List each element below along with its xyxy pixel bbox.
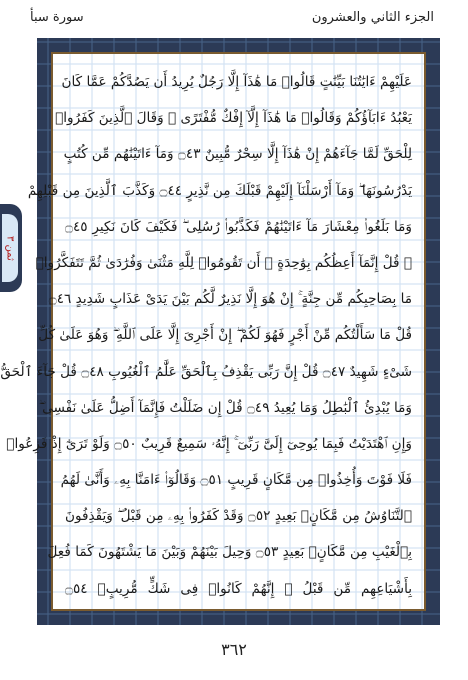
text-line: ۞ قُلْ إِنَّمَآ أَعِظُكُم بِوَٰحِدَةٍ ۖ أَن تَقُومُوا۟ لِلَّهِ مَثْنَىٰ وَفُرَٰدَىٰ ثُمَّ تَتَفَكَّرُوا۟ (35, 254, 412, 271)
text-line: لِلْحَقِّ لَمَّا جَآءَهُمْ إِنْ هَٰذَآ إِلَّا سِحْرٌ مُّبِينٌ ۝٤٣ وَمَآ ءَاتَيْنَٰهُم مِّن كُتُبٍ (63, 146, 412, 163)
text-line: قُلْ مَا سَأَلْتُكُم مِّنْ أَجْرٍ فَهُوَ لَكُمْ ۖ إِنْ أَجْرِىَ إِلَّا عَلَى ٱللَّهِ ۖ وَهُوَ عَلَىٰ كُلِّ (38, 327, 412, 344)
page-number: ٣٦٢ (221, 640, 247, 659)
text-line: يَدْرُسُونَهَا ۖ وَمَآ أَرْسَلْنَآ إِلَيْهِمْ قَبْلَكَ مِن نَّذِيرٍ ۝٤٤ وَكَذَّبَ ٱلَّذِينَ مِن قَبْلِهِمْ (27, 182, 412, 199)
text-line: عَلَيْهِمْ ءَايَٰتُنَا بَيِّنَٰتٍ قَالُوا۟ مَا هَٰذَآ إِلَّا رَجُلٌ يُرِيدُ أَن يَصُدَّكُمْ عَمَّا كَانَ (61, 74, 412, 90)
text-line: بِٱلْغَيْبِ مِن مَّكَانٍۭ بَعِيدٍ ۝٥٣ وَحِيلَ بَيْنَهُمْ وَبَيْنَ مَا يَشْتَهُونَ كَمَا فُعِلَ (47, 544, 412, 561)
text-line: شَىْءٍ شَهِيدٌ ۝٤٧ قُلْ إِنَّ رَبِّى يَقْذِفُ بِٱلْحَقِّ عَلَّٰمُ ٱلْغُيُوبِ ۝٤٨ قُلْ جَآءَ ٱلْحَقُّ (0, 363, 412, 380)
page-header (0, 0, 468, 34)
juz-title: الجزء الثاني والعشرون (311, 10, 434, 25)
surah-title: سورة سبأ (30, 10, 84, 25)
text-line: وَمَا بَلَغُوا۟ مِعْشَارَ مَآ ءَاتَيْنَٰهُمْ فَكَذَّبُوا۟ رُسُلِى ۖ فَكَيْفَ كَانَ نَكِيرِ ۝٤٥ (65, 218, 412, 235)
text-line: فَلَا فَوْتَ وَأُخِذُوا۟ مِن مَّكَانٍ قَرِيبٍ ۝٥١ وَقَالُوٓا۟ ءَامَنَّا بِهِۦ وَأَنَّىٰ لَهُمُ (60, 472, 412, 489)
text-line: وَإِنِ ٱهْتَدَيْتُ فَبِمَا يُوحِىٓ إِلَىَّ رَبِّىٓ ۚ إِنَّهُۥ سَمِيعٌ قَرِيبٌ ۝٥٠ وَلَوْ تَرَىٰٓ إِذْ فَزِعُوا۟ (6, 435, 412, 452)
thumn-marker-label: ثمن ٣ (2, 214, 18, 282)
text-line: بِأَشْيَاعِهِم مِّن قَبْلُ ۚ إِنَّهُمْ كَانُوا۟ فِى شَكٍّ مُّرِيبٍۭ ۝٥٤ (65, 580, 412, 597)
text-line: ٱلتَّنَاوُشُ مِن مَّكَانٍۭ بَعِيدٍ ۝٥٢ وَقَدْ كَفَرُوا۟ بِهِۦ مِن قَبْلُ ۖ وَيَقْذِفُونَ (65, 508, 412, 525)
text-line: مَا بِصَاحِبِكُم مِّن جِنَّةٍ ۚ إِنْ هُوَ إِلَّا نَذِيرٌ لَّكُم بَيْنَ يَدَىْ عَذَابٍ شَدِيدٍ ۝٤٦ (48, 291, 412, 308)
text-line: وَمَا يُبْدِئُ ٱلْبَٰطِلُ وَمَا يُعِيدُ ۝٤٩ قُلْ إِن ضَلَلْتُ فَإِنَّمَآ أَضِلُّ عَلَىٰ نَفْسِى ۖ (38, 399, 412, 416)
text-line: يَعْبُدُ ءَابَآؤُكُمْ وَقَالُوا۟ مَا هَٰذَآ إِلَّآ إِفْكٌ مُّفْتَرًى ۚ وَقَالَ ٱلَّذِينَ كَفَرُوا۟ (55, 110, 412, 127)
thumn-marker (0, 204, 22, 292)
